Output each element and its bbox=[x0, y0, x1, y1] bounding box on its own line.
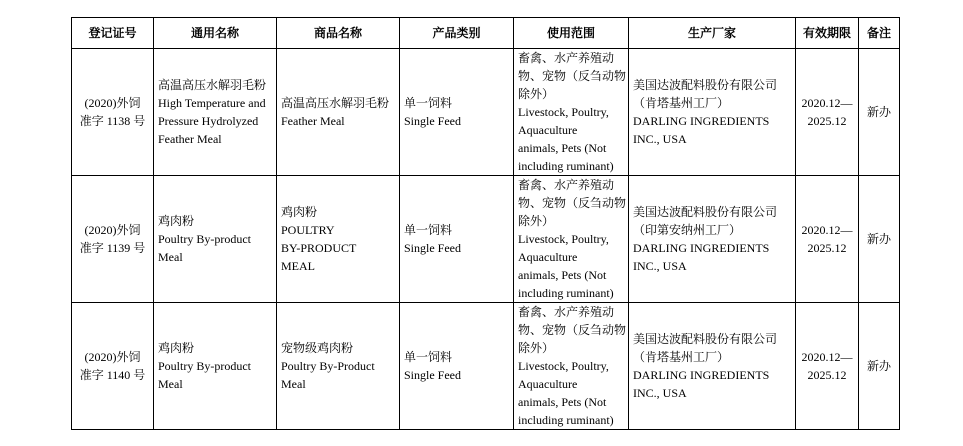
cell-manufacturer bbox=[629, 176, 796, 303]
reg-no-text: (2020)外饲 准字 1140 号 bbox=[79, 350, 146, 382]
cell-generic-name bbox=[154, 303, 277, 430]
trade-name-text: 宠物级鸡肉粉 Poultry By-Product Meal bbox=[281, 341, 375, 391]
header-category: 产品类别 bbox=[400, 18, 514, 49]
remark-text: 新办 bbox=[866, 359, 891, 373]
validity-text: 2020.12— 2025.12 bbox=[801, 96, 853, 128]
cell-usage bbox=[514, 49, 629, 176]
cell-validity bbox=[796, 303, 859, 430]
cell-usage bbox=[514, 303, 629, 430]
header-usage: 使用范围 bbox=[514, 18, 629, 49]
cell-reg-no bbox=[72, 303, 154, 430]
header-validity: 有效期限 bbox=[796, 18, 859, 49]
remark-text: 新办 bbox=[866, 232, 891, 246]
usage-text: 畜禽、水产养殖动 物、宠物（反刍动物 除外） Livestock, Poultry, Aquaculture animals, Pets (Not including ruminant) bbox=[518, 305, 627, 427]
reg-no-text: (2020)外饲 准字 1138 号 bbox=[79, 96, 146, 128]
cell-category bbox=[400, 176, 514, 303]
manufacturer-text: 美国达波配料股份有限公司 （肯塔基州工厂） DARLING INGREDIENTS INC., USA bbox=[633, 332, 778, 400]
manufacturer-text: 美国达波配料股份有限公司 （印第安纳州工厂） DARLING INGREDIENTS INC., USA bbox=[633, 205, 778, 273]
manufacturer-text: 美国达波配料股份有限公司 （肯塔基州工厂） DARLING INGREDIENTS INC., USA bbox=[633, 78, 778, 146]
generic-name-text: 高温高压水解羽毛粉 High Temperature and Pressure Hydrolyzed Feather Meal bbox=[158, 78, 267, 146]
cell-reg-no bbox=[72, 176, 154, 303]
cell-generic-name bbox=[154, 176, 277, 303]
header-trade-name: 商品名称 bbox=[277, 18, 400, 49]
usage-text: 畜禽、水产养殖动 物、宠物（反刍动物 除外） Livestock, Poultry, Aquaculture animals, Pets (Not including ruminant) bbox=[518, 51, 627, 173]
cell-manufacturer bbox=[629, 303, 796, 430]
trade-name-text: 鸡肉粉 POULTRY BY-PRODUCT MEAL bbox=[281, 205, 357, 273]
trade-name-text: 高温高压水解羽毛粉 Feather Meal bbox=[281, 96, 390, 128]
cell-trade-name bbox=[277, 49, 400, 176]
registration-table bbox=[71, 17, 900, 430]
table-row bbox=[72, 49, 900, 176]
cell-remark bbox=[859, 49, 900, 176]
cell-category bbox=[400, 49, 514, 176]
cell-manufacturer bbox=[629, 49, 796, 176]
usage-text: 畜禽、水产养殖动 物、宠物（反刍动物 除外） Livestock, Poultry, Aquaculture animals, Pets (Not including ruminant) bbox=[518, 178, 627, 300]
table-header-row bbox=[72, 18, 900, 49]
cell-generic-name bbox=[154, 49, 277, 176]
generic-name-text: 鸡肉粉 Poultry By-product Meal bbox=[158, 341, 251, 391]
cell-remark bbox=[859, 303, 900, 430]
cell-trade-name bbox=[277, 176, 400, 303]
header-manufacturer: 生产厂家 bbox=[629, 18, 796, 49]
generic-name-text: 鸡肉粉 Poultry By-product Meal bbox=[158, 214, 251, 264]
table-row bbox=[72, 303, 900, 430]
cell-remark bbox=[859, 176, 900, 303]
cell-trade-name bbox=[277, 303, 400, 430]
category-text: 单一饲料 Single Feed bbox=[404, 223, 461, 255]
remark-text: 新办 bbox=[866, 105, 891, 119]
cell-category bbox=[400, 303, 514, 430]
validity-text: 2020.12— 2025.12 bbox=[801, 350, 853, 382]
category-text: 单一饲料 Single Feed bbox=[404, 350, 461, 382]
cell-usage bbox=[514, 176, 629, 303]
header-reg-no: 登记证号 bbox=[72, 18, 154, 49]
header-generic-name: 通用名称 bbox=[154, 18, 277, 49]
cell-validity bbox=[796, 176, 859, 303]
cell-reg-no bbox=[72, 49, 154, 176]
category-text: 单一饲料 Single Feed bbox=[404, 96, 461, 128]
table-row bbox=[72, 176, 900, 303]
validity-text: 2020.12— 2025.12 bbox=[801, 223, 853, 255]
cell-validity bbox=[796, 49, 859, 176]
reg-no-text: (2020)外饲 准字 1139 号 bbox=[79, 223, 146, 255]
header-remark: 备注 bbox=[859, 18, 900, 49]
